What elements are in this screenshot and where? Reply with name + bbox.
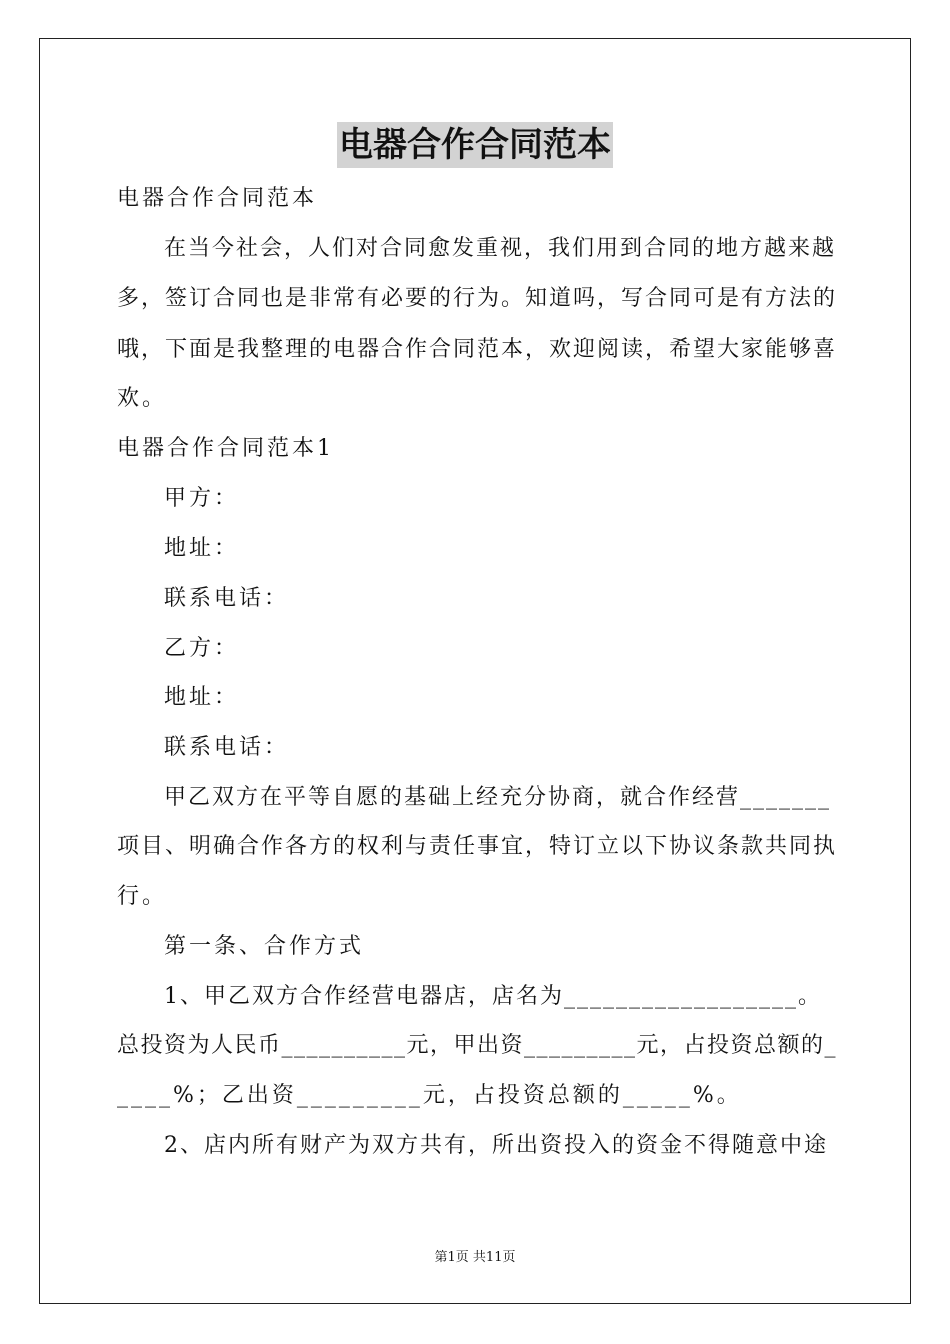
party-a-address-label: 地址： [164, 536, 240, 561]
party-a-phone-label: 联系电话： [164, 586, 290, 611]
clause-line: ____%；乙出资_________元，占投资总额的_____%。 [117, 1083, 742, 1108]
document-title: 电器合作合同范本 [337, 122, 613, 168]
body-line: 哦，下面是我整理的电器合作合同范本，欢迎阅读，希望大家能够喜 [117, 337, 838, 362]
body-line: 行。 [117, 884, 168, 909]
body-line: 项目、明确合作各方的权利与责任事宜，特订立以下协议条款共同执 [117, 834, 838, 859]
subtitle-line: 电器合作合同范本 [117, 186, 318, 211]
document-title-wrap [0, 122, 950, 168]
body-line: 欢。 [117, 386, 168, 411]
body-line: 甲乙双方在平等自愿的基础上经充分协商，就合作经营_______ [164, 785, 832, 810]
page-border [39, 38, 911, 1304]
party-b-address-label: 地址： [164, 685, 240, 710]
party-b-label: 乙方： [164, 636, 240, 661]
body-line: 多，签订合同也是非常有必要的行为。知道吗，写合同可是有方法的 [117, 286, 838, 311]
page-number-footer: 第1页 共11页 [434, 1250, 516, 1265]
section-heading: 电器合作合同范本1 [117, 436, 334, 461]
party-b-phone-label: 联系电话： [164, 735, 290, 760]
body-line: 在当今社会，人们对合同愈发重视，我们用到合同的地方越来越 [164, 236, 837, 261]
clause-line: 总投资为人民币__________元，甲出资_________元，占投资总额的_ [117, 1033, 838, 1058]
clause-line: 1、甲乙双方合作经营电器店，店名为__________________。 [164, 984, 822, 1009]
article-heading: 第一条、合作方式 [164, 934, 365, 959]
party-a-label: 甲方： [164, 486, 240, 511]
clause-line: 2、店内所有财产为双方共有，所出资投入的资金不得随意中途 [164, 1133, 828, 1158]
